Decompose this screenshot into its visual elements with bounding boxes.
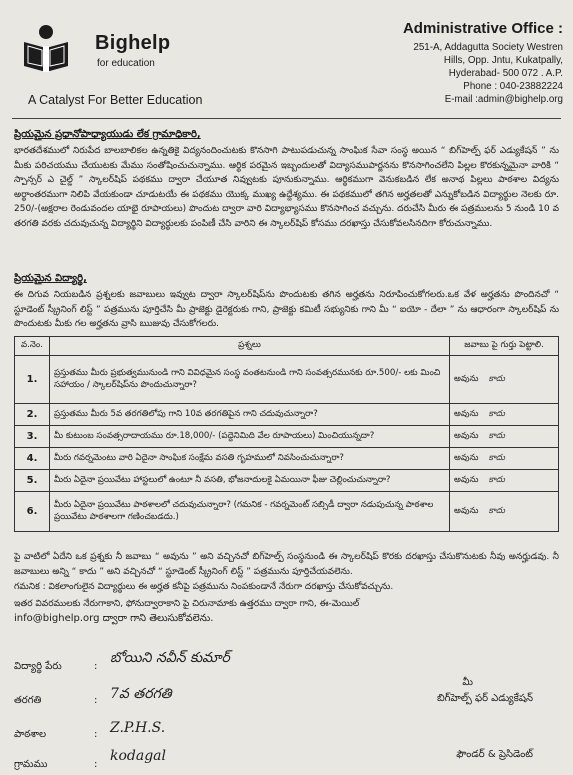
brand-subtitle: for education — [97, 58, 155, 69]
class-field: తరగతి : — [14, 695, 98, 706]
question-text: మీరు గవర్నమెంటు వారి ఏదైనా సాంఘిక సంక్షేమ వసతి గృహములో నివసించుచున్నారా? — [50, 448, 450, 470]
question-text: మీ కుటుంబ సంవత్సరాదాయము రూ.18,000/- (పద్దెనిమిది వేల రూపాయలు) మించియున్నదా? — [50, 426, 450, 448]
field-label: తరగతి — [14, 695, 42, 706]
signature-org: బిగ్‌హెల్ప్ ఫర్ ఎడ్యుకేషన్ — [436, 693, 533, 704]
field-label: గ్రామము — [14, 759, 48, 770]
address-line: Hyderabad- 500 072 . A.P. — [448, 68, 563, 79]
question-text: ప్రస్తుతము మీరు ప్రభుత్వమునుండి గాని వివిధమైన సంస్థ వంతటనుండి గాని సంవత్సరమునకు రూ.500/- లకు మించి సహాయం / స్కాలర్‌షిప్‌ను పొందుచున్నారా? — [50, 356, 450, 404]
phone-line: Phone : 040-23882224 — [463, 81, 563, 92]
table-row — [15, 404, 559, 426]
row-number: 6. — [15, 492, 50, 532]
school-field: పాఠశాల : — [14, 729, 98, 740]
field-label: విద్యార్థి పేరు — [14, 661, 62, 672]
eligibility-table — [14, 336, 559, 532]
field-label: పాఠశాల — [14, 729, 47, 740]
header-divider — [12, 118, 561, 119]
signature-title: ఫౌండర్ & ప్రెసిడెంట్ — [456, 749, 533, 760]
table-header-row — [15, 337, 559, 356]
student-name-value[interactable]: బోయిని నవీన్ కుమార్ — [110, 650, 230, 666]
contact-paragraph: ఇతర వివరములకు నేరుగాకాని, ఫోనుద్వారాకాని పై చిరునామాకు ఉత్తరము ద్వారా గాని, ఈ-మెయిల్ — [14, 599, 360, 609]
row-number: 1. — [15, 356, 50, 404]
office-address-block — [403, 20, 563, 106]
intro-paragraph: భారతదేశములో నిరుపేద బాలబాలికల ఉన్నతికై విద్యనందించుటకు కొనసాగి పాటుపడుచున్న సాంఘిక సేవా సంస్థ అయిన “ బిగ్‌హెల్ప్ ఫర్ ఎడ్యుకేషన్ ” ను మీకు పరిచయము చేయుటకు మేము సంతోషించుచున్నాము. ఆర్థిక పరమైన ఇబ్బందులతో విద్యాసముపార్జనను కొనసాగించలేని పిల్లల కొరకున్నమైనా వారికి “ స్పాన్సర్ ఎ చైల్డ్ ” స్కాలర్‌షిప్ పథకము ద్వారా చేయూత నివ్వుటకు పూనుకున్నాము. ఆర్థికముగా వెనుకబడిన లేక అనాథ పిల్లలు పాఠశాల విద్యను అర్థాంతరముగా నిలిపి వేయకుండా చూడుటయే ఈ పథకము యొక్క ముఖ్య ఉద్దేశ్యము. ఈ పథకములో తగిన అర్హతలతో ఎన్నుకోబడిన విద్యార్థుల నెలకు రూ. 250/-(అక్షరాల రెండువందల యాభై రూపాయలు) పొందుట ద్వారా వారి విద్యాభ్యాసము కొనసాగించ వచ్చును. దరుచేసి మీరు ఈ పత్రములను 5 నుండి 10 వ తరగతి వరకు చదువుచున్న విద్యార్థిని విద్యార్థులకు పంపిణీ చేసి వారిని ఈ స్కాలర్‌షిప్ కోసము దరఖాస్తు చేసుకోవలసినదిగా కోరుచున్నాము. — [14, 146, 559, 229]
question-text: ప్రస్తుతము మీరు 5వ తరగతిలోపు గాని 10వ తరగతిపైన గాని చదువుచున్నారా? — [50, 404, 450, 426]
table-row — [15, 492, 559, 532]
address-line: 251-A, Addagutta Society Westren — [413, 42, 563, 53]
row-number: 2. — [15, 404, 50, 426]
class-value[interactable]: 7వ తరగతి — [110, 686, 172, 702]
contact-email-line: info@bighelp.org ద్వారా గాని తెలుసుకోవలెను. — [14, 613, 214, 624]
column-header-answer: జవాబు పై గుర్తు పెట్టాలి. — [450, 337, 559, 356]
salutation-student: ప్రియమైన విద్యార్థి, — [14, 273, 87, 284]
school-value[interactable]: Z.P.H.S. — [110, 720, 166, 736]
table-row — [15, 470, 559, 492]
email-line: E-mail :admin@bighelp.org — [444, 94, 563, 105]
table-row — [15, 426, 559, 448]
address-line: Hills, Opp. Jntu, Kukatpally, — [443, 55, 563, 66]
answer-cell[interactable]: అవును కాదు — [450, 426, 559, 448]
tagline: A Catalyst For Better Education — [28, 93, 203, 107]
answer-cell[interactable]: అవును కాదు — [450, 404, 559, 426]
answer-cell[interactable]: అవును కాదు — [450, 492, 559, 532]
office-title: Administrative Office : — [402, 20, 563, 37]
table-row — [15, 448, 559, 470]
column-header-num: వ.నెం. — [15, 337, 50, 356]
village-value[interactable]: kodagal — [110, 748, 167, 764]
answer-cell[interactable]: అవును కాదు — [450, 470, 559, 492]
disability-note: గమనిక : వికలాంగులైన విద్యార్థులు ఈ అర్హత కనీపై పత్రమును నింపకుండానే నేరుగా దరఖాస్తు చేసుకోవచ్చును. — [14, 582, 394, 592]
student-name-field: విద్యార్థి పేరు : — [14, 661, 98, 672]
instructions-paragraph: ఈ దిగువ నియబడిన ప్రశ్నలకు జవాబులు ఇవ్వుట ద్వారా స్కాలర్‌షిప్‌ను పొందుటకు తగిన అర్హతను నిరూపించుకోగలరు.ఒక వేళ అర్హతను పొందినచో “ స్టూడెంట్ స్క్రీనింగ్ లిస్ట్ ” పత్రమును పూర్తిచేసి మీ ప్రాజెక్టు డైరెక్టరుకు గాని, ప్రాజెక్టు కమిటీ సభ్యునికు గాని మీ “ ఐయో - దేలా ” ను ఆధారంగా స్కాలర్‌షిప్ ను పొందుటకు మీకు గల అర్హతను వ్రాసి ఋజువు చేసుకోగలరు. — [14, 290, 559, 330]
village-field: గ్రామము : — [14, 759, 98, 770]
bighelp-logo — [20, 22, 72, 74]
eligibility-note: పై వాటిలో ఏదేని ఒక ప్రశ్నకు నీ జవాబు “ అవును ” అని వచ్చినచో బిగ్‌హెల్ప్ సంస్థనుండి ఈ స్కాలర్‌షిప్ కొరకు దరఖాస్తు చేసుకొనుటకు నీవు అనర్హుడవు. నీ జవాబులు అన్ని “ కాదు ” అని వచ్చినచో “ స్టూడెంట్ స్క్రీనింగ్ లిస్ట్ ” పత్రమును పూర్తిచేయవలెను. — [14, 552, 559, 577]
answer-cell[interactable]: అవును కాదు — [450, 356, 559, 404]
signature-salutation: మీ — [462, 677, 473, 688]
brand-name: Bighelp — [95, 32, 171, 54]
row-number: 4. — [15, 448, 50, 470]
row-number: 3. — [15, 426, 50, 448]
question-text: మీరు ఏదైనా ప్రయివేటు పాఠశాలలో చదువుచున్నారా? (గమనిక - గవర్నమెంట్ సబ్సిడీ ద్వారా నడుపుచున్న పాఠశాల ప్రయివేటు పాఠశాలగా గణించబడదు.) — [50, 492, 450, 532]
column-header-question: ప్రశ్నలు — [50, 337, 450, 356]
question-text: మీరు ఏదైనా ప్రయివేటు హాస్టలులో ఉంటూ నీ వసతి, భోజనాదులకై ఏమయినా ఫీజు చెల్లించుచున్నారా? — [50, 470, 450, 492]
row-number: 5. — [15, 470, 50, 492]
answer-cell[interactable]: అవును కాదు — [450, 448, 559, 470]
table-row — [15, 356, 559, 404]
salutation-principal: ప్రియమైన ప్రధానోపాధ్యాయుడు లేక గ్రామాధికారి, — [14, 129, 201, 140]
